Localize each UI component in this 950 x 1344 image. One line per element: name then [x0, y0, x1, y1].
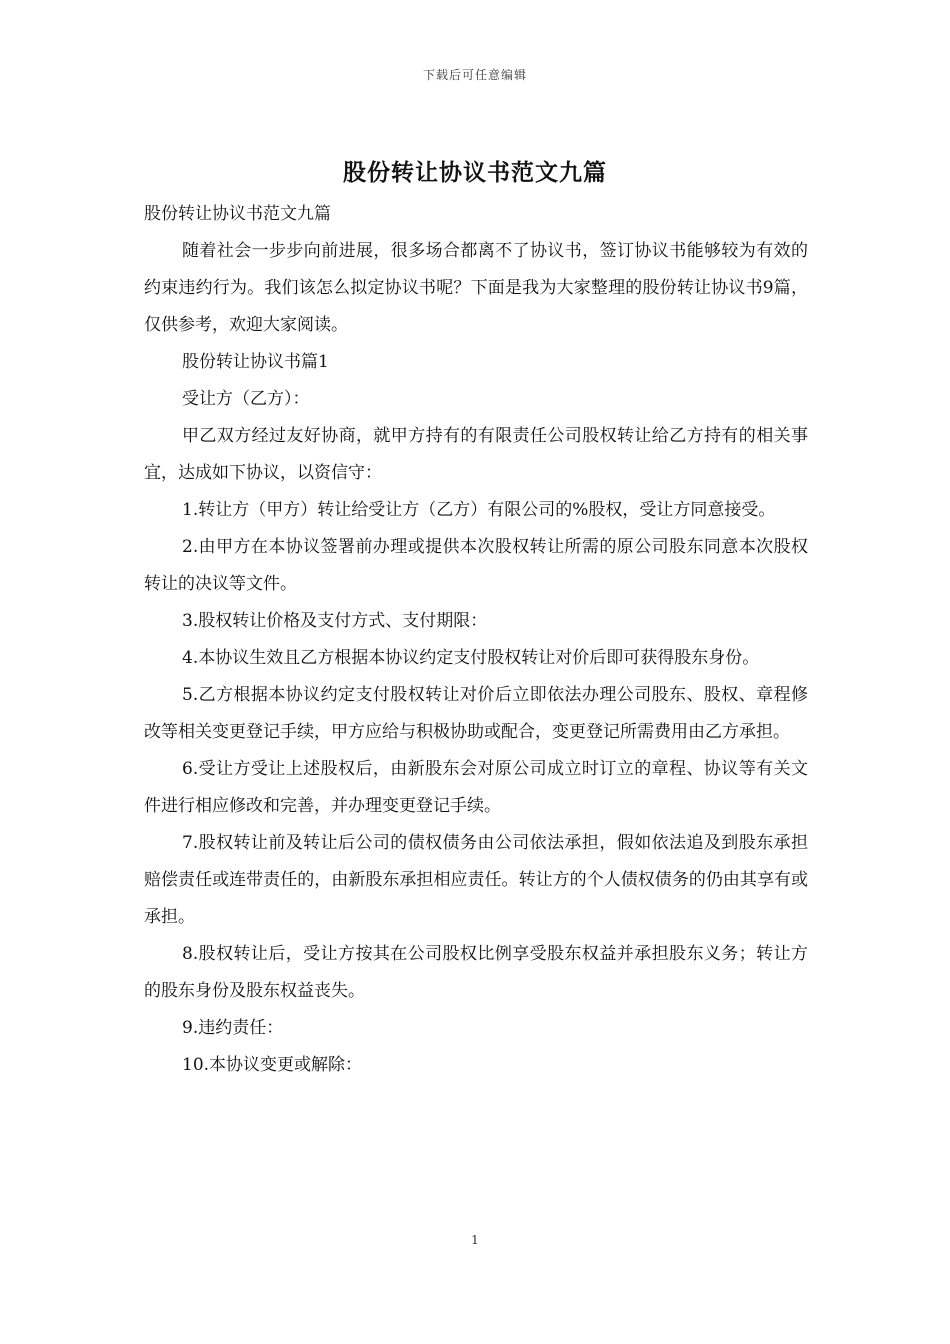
clause-5: 5.乙方根据本协议约定支付股权转让对价后立即依法办理公司股东、股权、章程修改等相关变更登记手续，甲方应给与积极协助或配合，变更登记所需费用由乙方承担。 [144, 685, 808, 742]
clause-1: 1.转让方（甲方）转让给受让方（乙方）有限公司的%股权，受让方同意接受。 [182, 500, 776, 520]
clause-6: 6.受让方受让上述股权后，由新股东会对原公司成立时订立的章程、协议等有关文件进行相应修改和完善，并办理变更登记手续。 [144, 759, 808, 816]
clause-9: 9.违约责任： [182, 1018, 284, 1038]
page-header: 下载后可任意编辑 [422, 68, 527, 82]
subtitle-paragraph: 股份转让协议书范文九篇 [144, 204, 331, 224]
document-title: 股份转让协议书范文九篇 [343, 159, 607, 186]
agreement-paragraph: 甲乙双方经过友好协商，就甲方持有的有限责任公司股权转让给乙方持有的相关事宜，达成如下协议，以资信守： [144, 426, 808, 483]
clause-2: 2.由甲方在本协议签署前办理或提供本次股权转让所需的原公司股东同意本次股权转让的决议等文件。 [144, 537, 808, 594]
clause-8: 8.股权转让后，受让方按其在公司股权比例享受股东权益并承担股东义务；转让方的股东身份及股东权益丧失。 [144, 944, 808, 1001]
clause-4: 4.本协议生效且乙方根据本协议约定支付股权转让对价后即可获得股东身份。 [182, 648, 760, 668]
clause-7: 7.股权转让前及转让后公司的债权债务由公司依法承担，假如依法追及到股东承担赔偿责任或连带责任的，由新股东承担相应责任。转让方的个人债权债务的仍由其享有或承担。 [144, 833, 808, 927]
page-number: 1 [471, 1233, 479, 1247]
party-line: 受让方（乙方）： [182, 389, 310, 409]
intro-paragraph: 随着社会一步步向前进展，很多场合都离不了协议书，签订协议书能够较为有效的约束违约行为。我们该怎么拟定协议书呢？下面是我为大家整理的股份转让协议书9篇，仅供参考，欢迎大家阅读。 [144, 241, 808, 335]
clause-3: 3.股权转让价格及支付方式、支付期限： [182, 611, 488, 631]
document-body [144, 196, 808, 1084]
clause-10: 10.本协议变更或解除： [182, 1055, 363, 1075]
section-heading: 股份转让协议书篇1 [182, 352, 329, 372]
